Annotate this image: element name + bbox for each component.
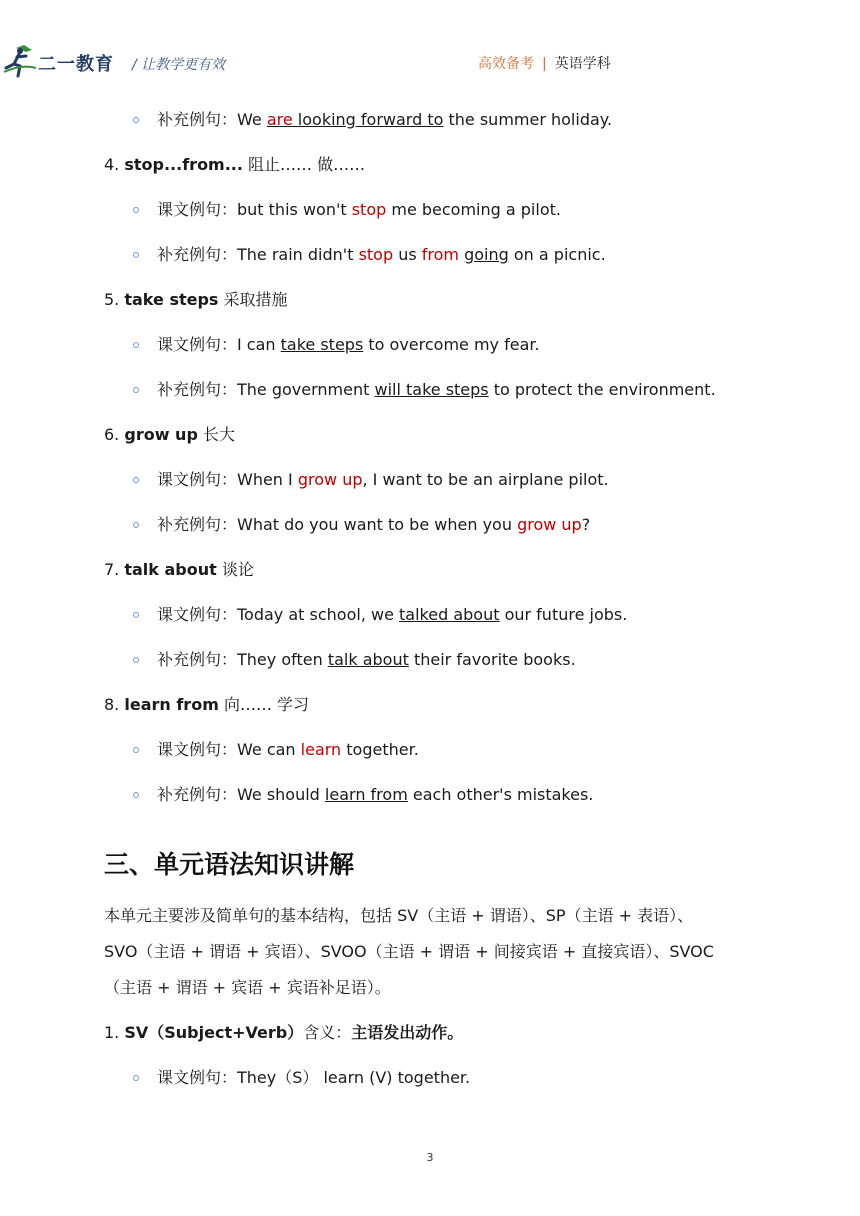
grammar-heading: 1. SV（Subject+Verb）含义：主语发出动作。 — [104, 1023, 464, 1042]
phrase-heading: 4. stop...from... 阻止…… 做…… — [104, 155, 366, 174]
bullet-icon — [133, 117, 139, 123]
example-sentence: 补充例句：We should learn from each other's mistakes. — [157, 785, 594, 804]
page-header — [0, 0, 860, 90]
header-tag: 高效备考 — [478, 56, 534, 72]
bullet-icon — [133, 522, 139, 528]
grammar-intro-line: 本单元主要涉及简单句的基本结构，包括 SV（主语 + 谓语）、SP（主语 + 表语）、 — [104, 906, 694, 925]
example-sentence: 补充例句：We are looking forward to the summer holiday. — [157, 110, 613, 129]
logo-text: 二一教育 — [38, 54, 114, 75]
header-divider: | — [542, 56, 547, 72]
phrase-heading: 6. grow up 长大 — [104, 425, 235, 444]
header-subject-label: 英语学科 — [554, 56, 611, 72]
example-sentence: 课文例句：When I grow up, I want to be an airplane pilot. — [157, 470, 609, 489]
bullet-icon — [133, 747, 139, 753]
example-sentence: 课文例句：but this won't stop me becoming a pilot. — [157, 200, 561, 219]
phrase-heading: 7. talk about 谈论 — [104, 560, 254, 579]
example-sentence: 课文例句：We can learn together. — [157, 740, 419, 759]
example-sentence: 课文例句：Today at school, we talked about our future jobs. — [157, 605, 628, 624]
example-sentence: 补充例句：The rain didn't stop us from going on a picnic. — [157, 245, 606, 264]
example-sentence: 课文例句：I can take steps to overcome my fear. — [157, 335, 540, 354]
bullet-icon — [133, 612, 139, 618]
example-sentence: 补充例句：What do you want to be when you grow up? — [157, 515, 591, 534]
grammar-intro-line: （主语 + 谓语 + 宾语 + 宾语补足语）。 — [104, 978, 391, 997]
phrase-heading: 5. take steps 采取措施 — [104, 290, 288, 309]
header-subject — [478, 53, 611, 73]
bullet-icon — [133, 342, 139, 348]
bullet-icon — [133, 792, 139, 798]
bullet-icon — [133, 657, 139, 663]
example-sentence: 课文例句：They（S） learn (V) together. — [157, 1068, 471, 1087]
section-title: 三、单元语法知识讲解 — [104, 850, 355, 879]
header-slogan: / 让教学更有效 — [132, 57, 226, 73]
example-sentence: 补充例句：The government will take steps to protect the environment. — [157, 380, 716, 399]
grammar-intro-line: SVO（主语 + 谓语 + 宾语）、SVOO（主语 + 谓语 + 间接宾语 + 直接宾语）、SVOC — [104, 942, 714, 961]
example-sentence: 补充例句：They often talk about their favorite books. — [157, 650, 576, 669]
bullet-icon — [133, 1075, 139, 1081]
bullet-icon — [133, 387, 139, 393]
bullet-icon — [133, 477, 139, 483]
page-number: 3 — [426, 1151, 434, 1164]
bullet-icon — [133, 207, 139, 213]
bullet-icon — [133, 252, 139, 258]
phrase-heading: 8. learn from 向…… 学习 — [104, 695, 310, 714]
